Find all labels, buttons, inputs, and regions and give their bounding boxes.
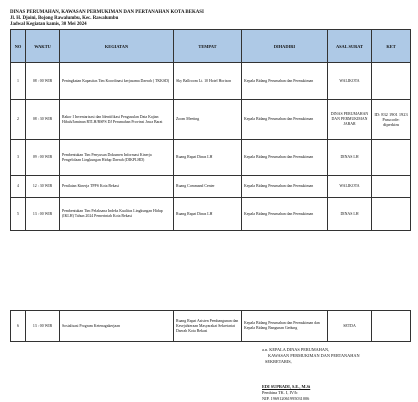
cell-waktu: 13 : 00 WIB [26, 311, 60, 342]
cell-kegiatan: Pembentukan Tim Penyusun Dokumen Informasi Kinerja Pengelolaan Lingkungan Hidup Daerah (DIKPLHD) [60, 140, 174, 176]
table-header-row [11, 30, 411, 63]
cell-tempat: Ruang Rapat Dinas LH [174, 140, 242, 176]
agency-address: Jl. H. Djoini, Bojong Rawalumbu, Kec. Rawalumbu [10, 16, 119, 21]
table-row [11, 176, 411, 198]
cell-ket [372, 140, 411, 176]
cell-dihadiri: Kepala Bidang Perumahan dan Permukiman [242, 198, 328, 231]
cell-kegiatan: Penilaian Kinerja TPPS Kota Bekasi [60, 176, 174, 198]
cell-ket [372, 176, 411, 198]
cell-dihadiri: Kepala Bidang Perumahan dan Permukiman [242, 63, 328, 100]
signatory-name: EDI SUPRADI, S.E., M.Si [262, 384, 311, 390]
cell-kegiatan: Peningkatan Kapasitas Tim Koordinasi kerjasama Daerah ( TKKSD) [60, 63, 174, 100]
cell-waktu: 08 : 00 WIB [26, 63, 60, 100]
signature-title-line: KAWASAN PERMUKIMAN DAN PERTANAHAN [268, 352, 360, 358]
cell-tempat: Ruang Rapat Dinas LH [174, 198, 242, 231]
cell-asal-surat: DINAS LH [328, 140, 372, 176]
cell-kegiatan: Sosialisasi Program Ketenagakerjaan [60, 311, 174, 342]
col-header-no: NO [11, 30, 26, 63]
cell-tempat: Sky Ballroom Lt. 10 Hotel Horison [174, 63, 242, 100]
schedule-date: Jadwal Kegiatan kamis, 30 Mei 2024 [10, 22, 87, 27]
cell-no: 1 [11, 63, 26, 100]
cell-tempat: Zoom Meeting [174, 100, 242, 140]
col-header-tempat: TEMPAT [174, 30, 242, 63]
cell-asal-surat: WALIKOTA [328, 63, 372, 100]
signature-position: SEKRETARIS, [265, 358, 292, 364]
cell-kegiatan: Rakor I Inventarisasi dan Identifikasi Pengusulan Data Kajian Hibah/Jaminan RTLH/BSPS DJ Perumahan Provinsi Jawa Barat [60, 100, 174, 140]
col-header-ket: KET [372, 30, 411, 63]
signature-block [262, 347, 412, 402]
cell-asal-surat: DINAS PERUMAHAN DAN PERMUKIMAN JABAR [328, 100, 372, 140]
cell-no: 4 [11, 176, 26, 198]
cell-waktu: 08 : 30 WIB [26, 100, 60, 140]
cell-kegiatan: Pembentukan Tim Pelaksana Indeks Kualitas Lingkungan Hidup (IKLH) Tahun 2024 Pemerintah Kota Bekasi [60, 198, 174, 231]
cell-ket [372, 311, 411, 342]
cell-dihadiri: Kepala Bidang Perumahan dan Permukiman [242, 140, 328, 176]
cell-tempat: Ruang Command Center [174, 176, 242, 198]
cell-no: 2 [11, 100, 26, 140]
schedule-table [10, 29, 411, 231]
cell-asal-surat: SETDA [328, 311, 372, 342]
cell-ket [372, 198, 411, 231]
agency-name: DINAS PERUMAHAN, KAWASAN PERMUKIMAN DAN PERTANAHAN KOTA BEKASI [10, 10, 204, 15]
cell-dihadiri: Kepala Bidang Perumahan dan Permukiman [242, 100, 328, 140]
cell-asal-surat: DINAS LH [328, 198, 372, 231]
table-row [11, 63, 411, 100]
cell-waktu: 13 : 00 WIB [26, 198, 60, 231]
cell-no: 5 [11, 198, 26, 231]
signature-space [262, 364, 412, 384]
col-header-asal-surat: ASAL SURAT [328, 30, 372, 63]
cell-ket: ID: 832 1901 1923 Passcode: diperkim [372, 100, 411, 140]
col-header-dihadiri: DIHADIRI [242, 30, 328, 63]
signatory-rank: Pembina TK. I, IV/b [262, 390, 298, 396]
table-row [11, 311, 411, 342]
document-header [10, 10, 410, 28]
cell-asal-surat: WALIKOTA [328, 176, 372, 198]
cell-waktu: 09 : 00 WIB [26, 140, 60, 176]
table-row [11, 100, 411, 140]
cell-tempat: Ruang Rapat Asisten Pembangunan dan Kesejahteraan Masyarakat Sekretariat Daerah Kota Bekasi [174, 311, 242, 342]
cell-ket [372, 63, 411, 100]
col-header-waktu: WAKTU [26, 30, 60, 63]
signatory-nip: NIP. 196912061995031006 [262, 395, 310, 401]
cell-no: 3 [11, 140, 26, 176]
table-row [11, 140, 411, 176]
cell-dihadiri: Kepala Bidang Perumahan dan Permukiman [242, 176, 328, 198]
schedule-table-continued [10, 310, 411, 342]
col-header-kegiatan: KEGIATAN [60, 30, 174, 63]
signature-title-line: a.n. KEPALA DINAS PERUMAHAN, [262, 347, 330, 352]
table-row [11, 198, 411, 231]
cell-waktu: 12 : 30 WIB [26, 176, 60, 198]
cell-no: 6 [11, 311, 26, 342]
cell-dihadiri: Kepala Bidang Perumahan dan Permukiman dan Kepala Bidang Bangunan Gedung [242, 311, 328, 342]
